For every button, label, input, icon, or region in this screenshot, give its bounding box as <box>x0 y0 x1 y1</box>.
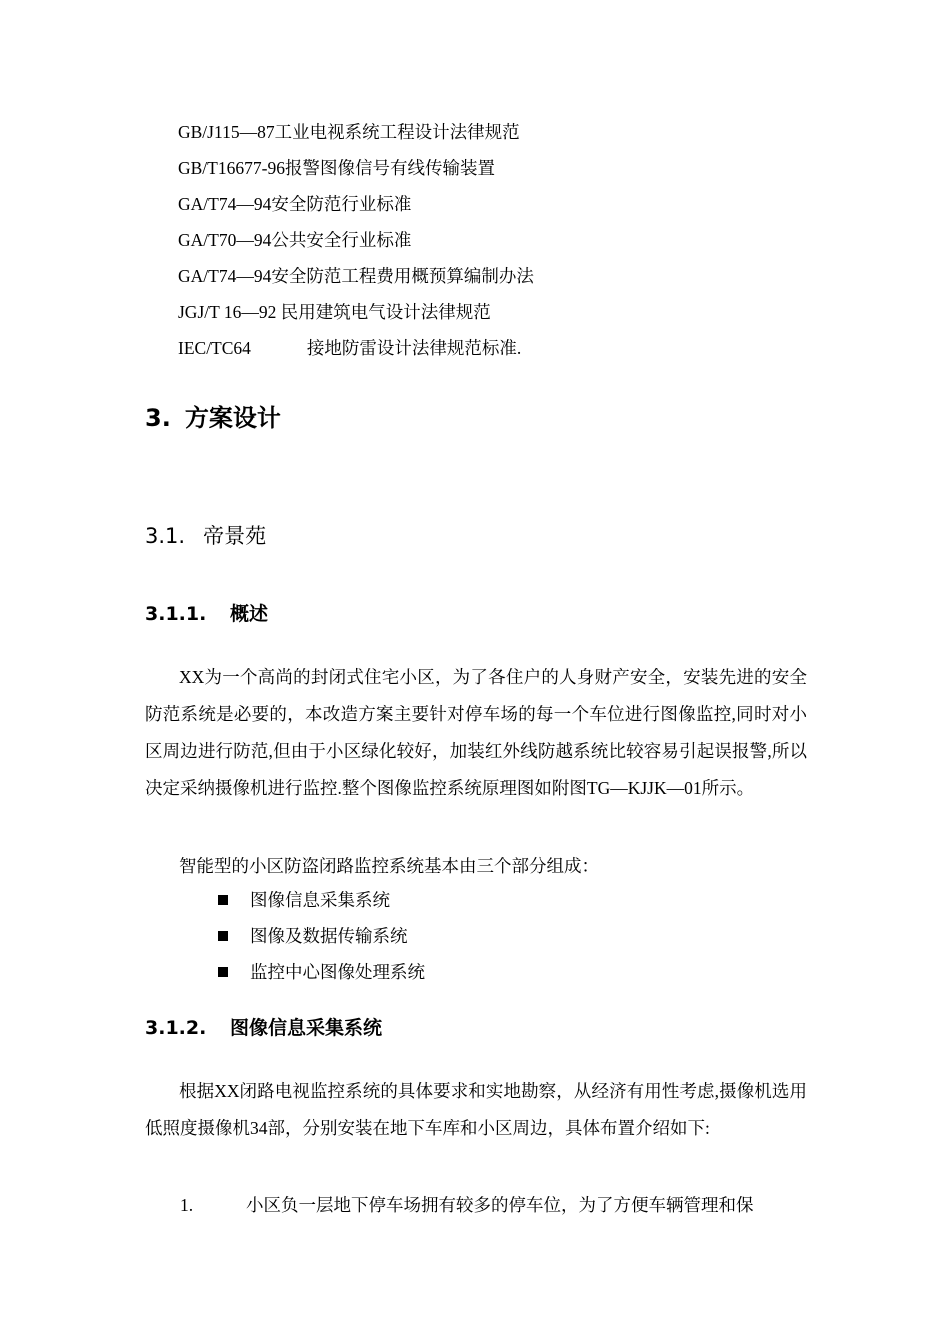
standard-item <box>178 114 534 150</box>
standard-title: 接地防雷设计法律规范标准. <box>306 338 522 358</box>
standard-code: GB/T16677-96 <box>178 158 285 178</box>
section-title: 方案设计 <box>184 404 281 432</box>
subsystem-item <box>218 954 425 990</box>
subsystem-item <box>218 918 425 954</box>
standard-title: 安全防范工程费用概预算编制办法 <box>271 266 534 286</box>
section-title: 帝景苑 <box>203 524 267 548</box>
subsystem-label: 图像及数据传输系统 <box>250 926 408 946</box>
standard-item <box>178 294 534 330</box>
standard-item <box>178 186 534 222</box>
standard-code: GA/T74—94 <box>178 194 272 214</box>
section-heading-3-1-2 <box>145 1012 382 1044</box>
standard-code: GB/J115—87 <box>178 122 275 142</box>
standard-item <box>178 330 534 366</box>
standard-code: GA/T74—94 <box>178 266 272 286</box>
square-bullet-icon <box>218 895 228 905</box>
standard-item <box>178 222 534 258</box>
section-heading-3 <box>145 398 281 438</box>
standard-item <box>178 150 534 186</box>
numbered-item <box>180 1187 754 1223</box>
section-heading-3-1-1 <box>145 598 268 630</box>
item-text: 小区负一层地下停车场拥有较多的停车位，为了方便车辆管理和保 <box>246 1195 754 1215</box>
collection-paragraph: 根据XX闭路电视监控系统的具体要求和实地勘察，从经济有用性考虑,摄像机选用低照度摄像机34部，分别安装在地下车库和小区周边，具体布置介绍如下: <box>145 1081 807 1138</box>
system-intro-paragraph: 智能型的小区防盗闭路监控系统基本由三个部分组成： <box>179 856 599 876</box>
section-heading-3-1 <box>145 518 266 554</box>
square-bullet-icon <box>218 931 228 941</box>
section-title: 图像信息采集系统 <box>230 1017 383 1039</box>
standard-code: GA/T70—94 <box>178 230 272 250</box>
section-number: 3.1.2. <box>145 1017 207 1039</box>
section-title: 概述 <box>230 603 269 625</box>
standards-list <box>178 114 534 366</box>
subsystem-item <box>218 882 425 918</box>
standard-code: JGJ/T 16—92 <box>178 302 277 322</box>
overview-paragraph: XX为一个高尚的封闭式住宅小区，为了各住户的人身财产安全，安装先进的安全防范系统是必要的，本改造方案主要针对停车场的每一个车位进行图像监控,同时对小区周边进行防范,但由于小区绿化较好，加装红外线防越系统比较容易引起误报警,所以决定采纳摄像机进行监控.整个图像监控系统原理图如附图TG—KJJK—01所示。 <box>145 667 807 798</box>
item-number: 1. <box>180 1195 194 1215</box>
section-number: 3.1.1. <box>145 603 207 625</box>
standard-code: IEC/TC64 <box>178 338 251 358</box>
standard-item <box>178 258 534 294</box>
standard-title: 工业电视系统工程设计法律规范 <box>274 122 520 142</box>
standard-title: 民用建筑电气设计法律规范 <box>280 302 491 322</box>
square-bullet-icon <box>218 967 228 977</box>
standard-title: 报警图像信号有线传输装置 <box>284 158 495 178</box>
standard-title: 安全防范行业标准 <box>271 194 412 214</box>
subsystem-label: 监控中心图像处理系统 <box>250 962 425 982</box>
subsystem-list <box>218 882 425 990</box>
section-number: 3.1. <box>145 524 186 548</box>
section-number: 3. <box>145 404 171 432</box>
standard-title: 公共安全行业标准 <box>271 230 412 250</box>
subsystem-label: 图像信息采集系统 <box>250 890 390 910</box>
